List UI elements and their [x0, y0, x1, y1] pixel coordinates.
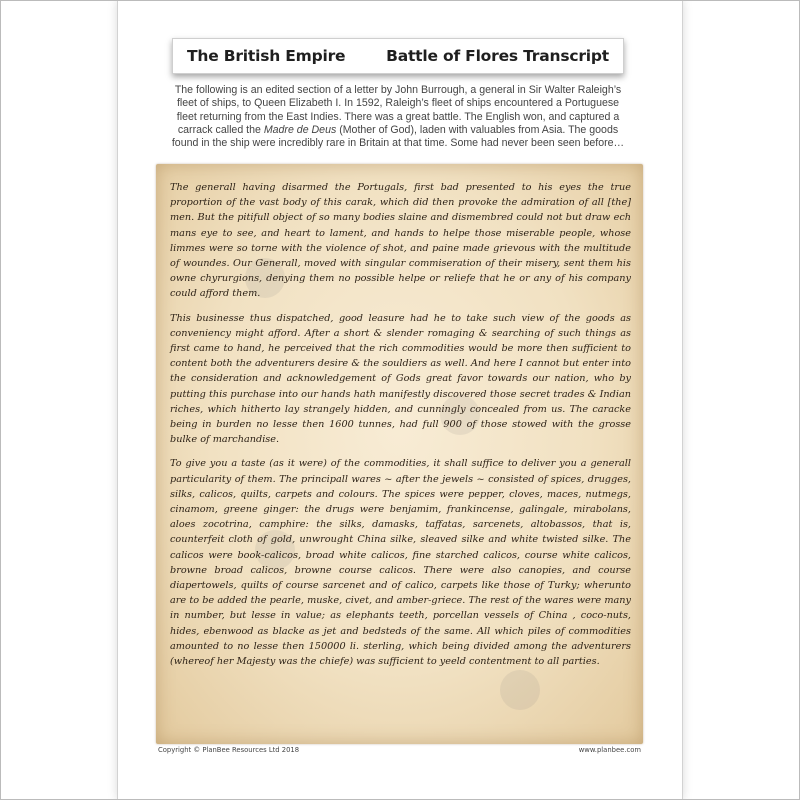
copyright-text: Copyright © PlanBee Resources Ltd 2018	[158, 746, 300, 754]
intro-paragraph	[168, 84, 628, 150]
letter-transcript	[170, 180, 631, 678]
intro-ship-name: Madre de Deus	[263, 123, 337, 136]
website-link[interactable]: www.planbee.com	[578, 746, 641, 754]
header-subtitle: Battle of Flores Transcript	[386, 47, 609, 65]
header-bar	[172, 38, 624, 74]
letter-paragraph: This businesse thus dispatched, good leasure had he to take such view of the goods as conveniency might afford. After a short & slender romaging & searching of such things as first came to hand, he perceived that the rich commodities would be more then sufficient to content both the adventurers desire & the souldiers as well. And here I cannot but enter into the consideration and acknowledgement of Gods great favor towards our nation, who by putting this purchase into our hands hath manifestly discovered those secret trades & Indian riches, which hitherto lay strangely hidden, and cunningly concealed from us. The caracke being in burden no lesse then 1600 tunnes, had full 900 of those stowed with the grosse bulke of marchandise.	[170, 312, 631, 446]
header-title: The British Empire	[187, 47, 346, 65]
letter-paragraph: To give you a taste (as it were) of the commodities, it shall suffice to deliver you a generall particularity of them. The principall wares ~ after the jewels ~ consisted of spices, drugges, silks, calicos, quilts, carpets and colours. The spices were pepper, cloves, maces, nutmegs, cinamom, greene ginger: the drugs were benjamim, frankincense, galingale, mirabolans, aloes zocotrina, camphire: the silks, damasks, taffatas, sarcenets, altobassos, that is, counterfeit cloth of gold, unwrought China silke, sleaved silke and white twisted silke. The calicos were book-calicos, broad white calicos, fine starched calicos, course white calicos, browne broad calicos, browne course calicos. There were also canopies, and course diapertowels, quilts of course sarcenet and of calico, carpets like those of Turky; wherunto are to be added the pearle, muske, civet, and amber-griece. The rest of the wares were many in number, but lesse in value; as elephants teeth, porcellan vessels of China , coco-nuts, hides, ebenwood as blacke as jet and bedsteds of the same. All which piles of commodities amounted to no lesse then 150000 li. sterling, which being divided among the adventurers (whereof her Majesty was the chiefe) was sufficient to yeeld contentment to all parties.	[170, 458, 631, 668]
letter-paragraph: The generall having disarmed the Portugals, first bad presented to his eyes the true proportion of the vast body of this carak, which did then provoke the admiration of all [the] men. But the pitifull object of so many bodies slaine and dismembred could not but draw ech mans eye to see, and heart to lament, and hands to helpe those miserable people, whose limmes were so torne with the violence of shot, and paine made grievous with the multitude of woundes. Our Generall, moved with singular commiseration of their misery, sent them his owne chyrurgions, denying them no possible helpe or reliefe that he or any of his company could afford them.	[170, 182, 631, 300]
intro-text-start: The following is an edited section of a letter by John Burrough, a general in Sir Walter Raleigh’s fleet of ships, to Queen Elizabeth I. In 1592, Raleigh’s fleet of ships encountered a Portuguese fleet returning from the East Indies. There was a great battle. The English won, and captured a carrack called the	[174, 84, 622, 136]
intro-text-end: (Mother of God), laden with valuables from Asia. The goods found in the ship were incredibly rare in Britain at that time. Some had never been seen before…	[171, 123, 625, 150]
footer	[158, 742, 641, 758]
